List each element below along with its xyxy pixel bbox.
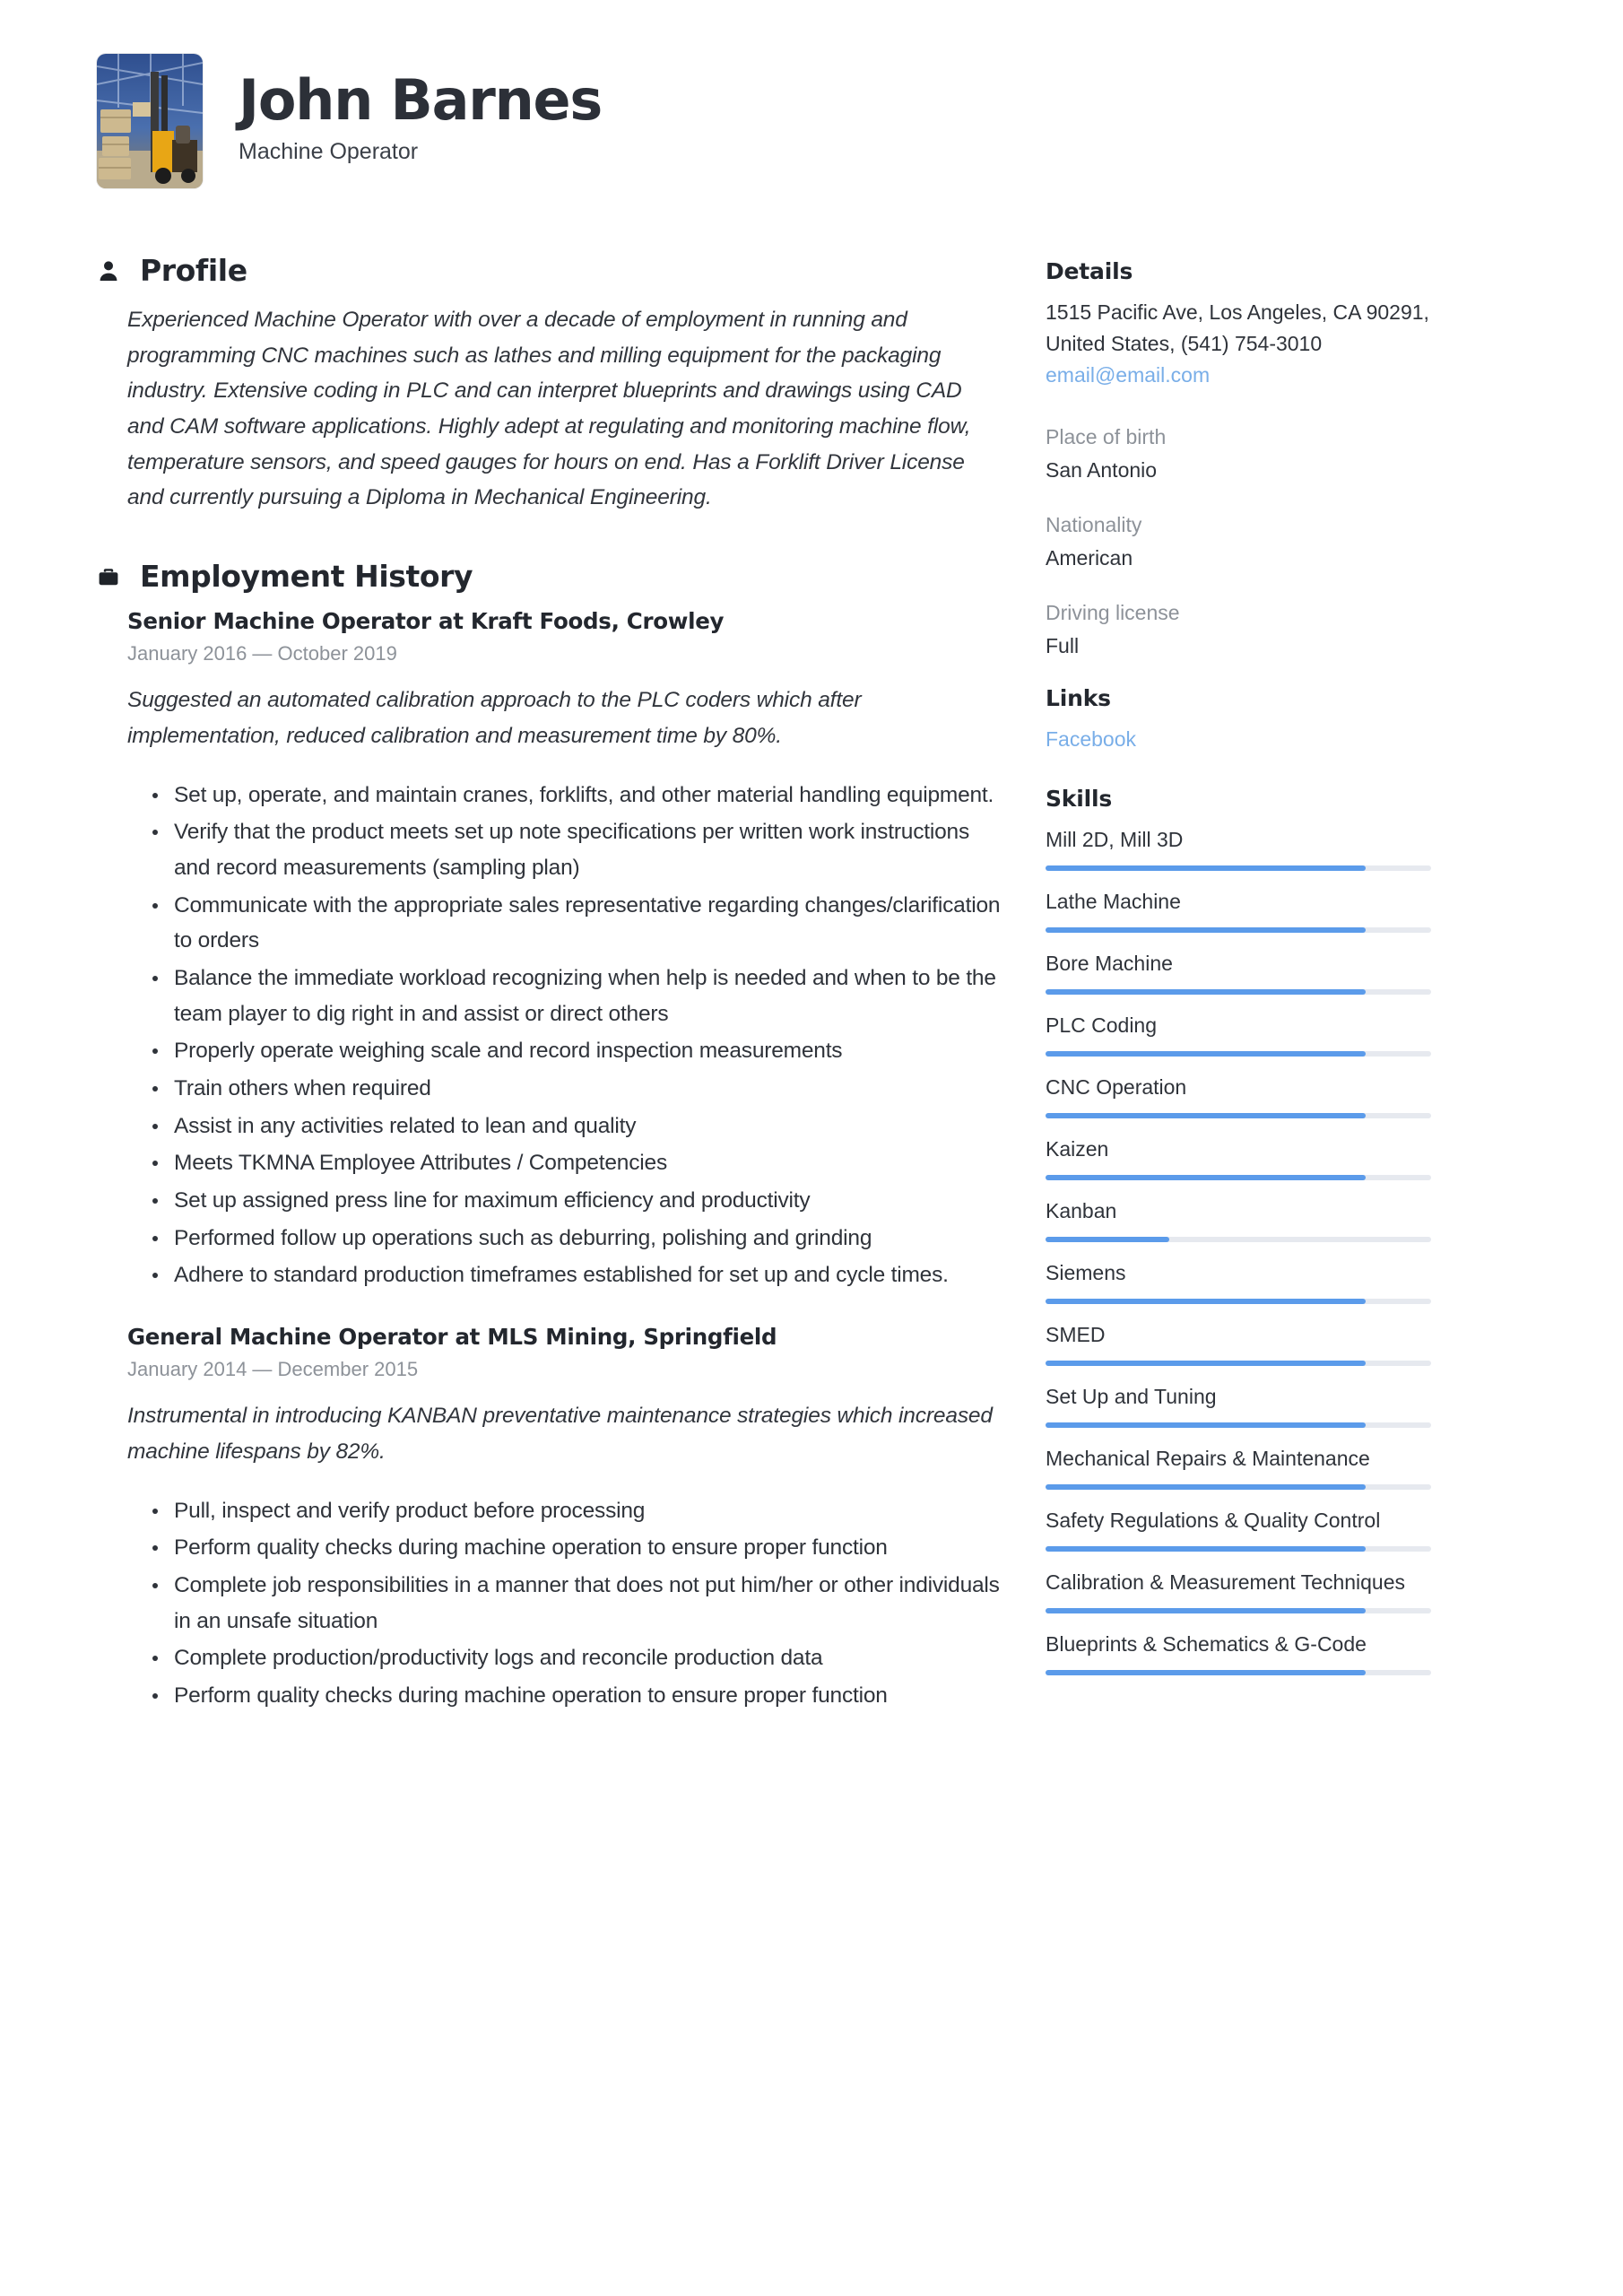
resume-body <box>97 253 1526 1757</box>
skill-item <box>1046 1443 1431 1490</box>
sidebar <box>1046 253 1431 1706</box>
skill-name: Siemens <box>1046 1261 1126 1285</box>
employment-section-header <box>97 559 1002 594</box>
skill-level-bar <box>1046 1608 1431 1613</box>
job-title: Senior Machine Operator at Kraft Foods, Crowley <box>127 608 725 635</box>
skill-level-fill <box>1046 1422 1366 1428</box>
warehouse-forklift-photo-icon <box>97 54 203 188</box>
skill-level-bar <box>1046 1546 1431 1552</box>
details-heading: Details <box>1046 258 1133 284</box>
links-container <box>1046 724 1431 755</box>
jobs-container <box>97 608 1002 1714</box>
skill-item <box>1046 1629 1431 1675</box>
skill-level-fill <box>1046 1237 1169 1242</box>
skill-level-bar <box>1046 1051 1431 1057</box>
skill-name: SMED <box>1046 1323 1106 1347</box>
skill-item <box>1046 1319 1431 1366</box>
skill-name: Blueprints & Schematics & G-Code <box>1046 1632 1367 1657</box>
skill-level-fill <box>1046 1113 1366 1118</box>
skill-item <box>1046 1505 1431 1552</box>
skill-level-bar <box>1046 1361 1431 1366</box>
skill-level-fill <box>1046 1361 1366 1366</box>
skill-level-fill <box>1046 865 1366 871</box>
employment-heading: Employment History <box>140 559 473 595</box>
job-description: Instrumental in introducing KANBAN preventative maintenance strategies which increased machine lifespans by 82%. <box>127 1404 993 1464</box>
skill-name: Lathe Machine <box>1046 889 1181 913</box>
detail-field-value: San Antonio <box>1046 458 1158 483</box>
page-title: John Barnes <box>239 66 603 133</box>
detail-field-label: Nationality <box>1046 512 1142 536</box>
profile-section-header <box>97 253 1002 288</box>
skill-name: Mill 2D, Mill 3D <box>1046 827 1184 851</box>
skill-item <box>1046 1072 1431 1118</box>
skill-item <box>1046 1381 1431 1428</box>
list-item: Performed follow up operations such as deburring, polishing and grinding <box>147 1221 1002 1257</box>
skill-level-bar <box>1046 1175 1431 1180</box>
skill-name: Calibration & Measurement Techniques <box>1046 1570 1406 1595</box>
list-item: Perform quality checks during machine operation to ensure proper function <box>147 1678 1002 1714</box>
job-title: Machine Operator <box>239 139 419 165</box>
skill-name: Mechanical Repairs & Maintenance <box>1046 1447 1370 1471</box>
list-item: Assist in any activities related to lean and quality <box>147 1109 1002 1144</box>
skill-level-fill <box>1046 1670 1366 1675</box>
skill-level-bar <box>1046 989 1431 995</box>
skill-level-bar <box>1046 1422 1431 1428</box>
list-item: Perform quality checks during machine operation to ensure proper function <box>147 1530 1002 1566</box>
detail-field-label: Driving license <box>1046 600 1180 624</box>
job-title: General Machine Operator at MLS Mining, Springfield <box>127 1324 777 1351</box>
skill-item <box>1046 886 1431 933</box>
skill-item <box>1046 824 1431 871</box>
list-item: Adhere to standard production timeframes established for set up and cycle times. <box>147 1257 1002 1293</box>
detail-field-value: Full <box>1046 634 1080 658</box>
detail-field <box>1046 422 1431 486</box>
skill-level-bar <box>1046 1113 1431 1118</box>
employment-section <box>97 559 1002 1714</box>
briefcase-icon <box>97 563 120 590</box>
links-block <box>1046 685 1431 755</box>
skill-name: Set Up and Tuning <box>1046 1385 1217 1409</box>
skill-level-fill <box>1046 1484 1366 1490</box>
skill-name: PLC Coding <box>1046 1013 1158 1037</box>
skill-item <box>1046 948 1431 995</box>
skill-level-bar <box>1046 1237 1431 1242</box>
job-entry <box>97 1324 1002 1714</box>
skill-level-bar <box>1046 865 1431 871</box>
skill-item <box>1046 1134 1431 1180</box>
skill-level-bar <box>1046 1484 1431 1490</box>
skill-level-fill <box>1046 989 1366 995</box>
list-item: Train others when required <box>147 1071 1002 1107</box>
duties-list <box>127 1493 1002 1714</box>
email-link[interactable]: email@email.com <box>1046 362 1211 387</box>
job-entry <box>97 608 1002 1293</box>
list-item: Complete production/productivity logs and reconcile production data <box>147 1640 1002 1676</box>
skill-level-fill <box>1046 1608 1366 1613</box>
list-item: Verify that the product meets set up note specifications per written work instructions and record measurements (sampling plan) <box>147 814 1002 885</box>
list-item: Meets TKMNA Employee Attributes / Competencies <box>147 1145 1002 1181</box>
list-item: Pull, inspect and verify product before processing <box>147 1493 1002 1529</box>
skill-name: CNC Operation <box>1046 1074 1187 1099</box>
skill-item <box>1046 1567 1431 1613</box>
job-description: Suggested an automated calibration approach to the PLC coders which after implementation, reduced calibration and measurement time by 80%. <box>127 688 862 748</box>
skill-level-bar <box>1046 927 1431 933</box>
job-dates: January 2014 — December 2015 <box>127 1358 419 1381</box>
skill-level-bar <box>1046 1670 1431 1675</box>
skill-name: Kaizen <box>1046 1136 1109 1161</box>
list-item: Set up, operate, and maintain cranes, forklifts, and other material handling equipment. <box>147 778 1002 813</box>
profile-summary: Experienced Machine Operator with over a decade of employment in running and programming CNC machines such as lathes and milling equipment for the packaging industry. Extensive coding in PLC and can interpret blueprints and drawings using CAD and CAM software applications. Highly adept at regulating and monitoring machine flow, temperature sensors, and speed gauges for hours on end. Has a Forklift Driver License and currently pursuing a Diploma in Mechanical Engineering. <box>127 308 971 510</box>
skill-name: Safety Regulations & Quality Control <box>1046 1509 1381 1533</box>
skill-item <box>1046 1257 1431 1304</box>
list-item: Properly operate weighing scale and record inspection measurements <box>147 1033 1002 1069</box>
list-item: Complete job responsibilities in a manner that does not put him/her or other individuals in an unsafe situation <box>147 1568 1002 1639</box>
main-column <box>97 253 1002 1757</box>
detail-field-label: Place of birth <box>1046 424 1167 448</box>
skill-level-fill <box>1046 1299 1366 1304</box>
details-fields <box>1046 422 1431 662</box>
skill-level-fill <box>1046 1051 1366 1057</box>
list-item: Communicate with the appropriate sales representative regarding changes/clarification to orders <box>147 888 1002 959</box>
details-block <box>1046 258 1431 391</box>
detail-field <box>1046 597 1431 662</box>
profile-heading: Profile <box>140 253 247 288</box>
skill-level-fill <box>1046 927 1366 933</box>
skill-level-fill <box>1046 1175 1366 1180</box>
name-block <box>239 66 603 170</box>
links-heading: Links <box>1046 684 1111 711</box>
skill-level-fill <box>1046 1546 1366 1552</box>
person-icon <box>97 257 120 284</box>
job-dates: January 2016 — October 2019 <box>127 642 397 665</box>
resume-header <box>97 54 1526 188</box>
skills-container <box>1046 824 1431 1675</box>
duties-list <box>127 778 1002 1294</box>
detail-field-value: American <box>1046 546 1133 570</box>
skill-name: Bore Machine <box>1046 951 1173 975</box>
avatar <box>97 54 203 188</box>
skill-item <box>1046 1010 1431 1057</box>
list-item: Set up assigned press line for maximum efficiency and productivity <box>147 1183 1002 1219</box>
skill-name: Kanban <box>1046 1199 1117 1222</box>
address-text: 1515 Pacific Ave, Los Angeles, CA 90291, United States, (541) 754-3010 <box>1046 300 1429 355</box>
skills-heading: Skills <box>1046 785 1113 812</box>
skills-block <box>1046 786 1431 1675</box>
list-item: Balance the immediate workload recognizing when help is needed and when to be the team player to dig right in and assist or direct others <box>147 961 1002 1031</box>
profile-section <box>97 253 1002 516</box>
detail-field <box>1046 509 1431 574</box>
link-item[interactable]: Facebook <box>1046 726 1137 751</box>
skill-level-bar <box>1046 1299 1431 1304</box>
skill-item <box>1046 1196 1431 1242</box>
